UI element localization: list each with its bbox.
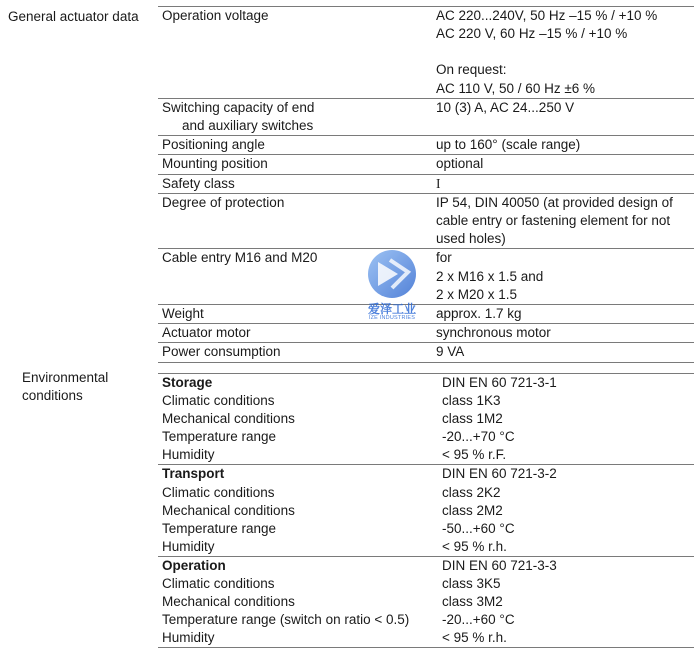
- table-row: [158, 174, 694, 193]
- row-label: Temperature range: [162, 520, 277, 536]
- table-row: [158, 155, 694, 174]
- table-row: [158, 392, 694, 410]
- row-label: Humidity: [162, 538, 215, 554]
- table-row: [158, 428, 694, 446]
- env-label-line1: Environmental: [22, 370, 109, 385]
- label-indent: and auxiliary switches: [182, 118, 314, 134]
- table-row: [158, 193, 694, 249]
- value-line: IP 54, DIN 40050 (at provided design of: [436, 194, 673, 210]
- row-label: Power consumption: [158, 343, 432, 362]
- row-label: Degree of protection: [158, 193, 432, 249]
- row-value: < 95 % r.h.: [438, 629, 694, 648]
- table-row: [158, 343, 694, 362]
- row-value: optional: [432, 155, 694, 174]
- row-label: Actuator motor: [158, 324, 432, 343]
- row-label: [158, 98, 432, 135]
- row-value: I: [432, 174, 694, 193]
- row-label: Mechanical conditions: [162, 594, 295, 610]
- row-value: [432, 98, 694, 135]
- row-label: Humidity: [158, 629, 438, 648]
- blank-line: [436, 43, 694, 61]
- env-group-title: Operation: [158, 556, 438, 575]
- value-line: 10 (3) A, AC 24...250 V: [436, 99, 575, 115]
- environment-table: [158, 373, 694, 648]
- value-line: On request:: [436, 62, 507, 78]
- row-value: [432, 7, 694, 99]
- row-value: [432, 249, 694, 305]
- table-row: [158, 593, 694, 611]
- value-line: AC 110 V, 50 / 60 Hz ±6 %: [436, 80, 596, 96]
- env-group-title: Storage: [158, 374, 438, 393]
- value-line: 2 x M20 x 1.5: [436, 286, 518, 302]
- row-label: Mechanical conditions: [162, 411, 295, 427]
- row-label: [158, 7, 432, 99]
- table-row: [158, 410, 694, 428]
- row-value: < 95 % r.h.: [442, 538, 507, 554]
- section-label-general: General actuator data: [8, 9, 139, 24]
- value-line: AC 220...240V, 50 Hz –15 % / +10 %: [436, 8, 658, 23]
- env-group-header: [158, 374, 694, 393]
- env-group-standard: DIN EN 60 721-3-1: [438, 374, 694, 393]
- table-row: [158, 502, 694, 520]
- table-row: [158, 7, 694, 99]
- row-value: up to 160° (scale range): [432, 136, 694, 155]
- table-row: [158, 629, 694, 648]
- value-line: AC 220 V, 60 Hz –15 % / +10 %: [436, 26, 628, 42]
- table-row: [158, 520, 694, 538]
- row-value: class 1K3: [442, 393, 501, 409]
- value-line: cable entry or fastening element for not: [436, 213, 671, 229]
- row-label: Climatic conditions: [162, 576, 275, 592]
- row-value: -20...+70 °C: [442, 429, 515, 445]
- table-row: [158, 446, 694, 465]
- row-label: Positioning angle: [158, 136, 432, 155]
- row-label: Weight: [158, 305, 432, 324]
- watermark-title: 爱泽工业: [367, 302, 416, 316]
- row-value: class 1M2: [442, 411, 503, 427]
- row-value: -20...+60 °C: [442, 612, 515, 628]
- row-label: Safety class: [158, 174, 432, 193]
- env-group-header: [158, 556, 694, 575]
- value-line: for: [436, 250, 452, 266]
- row-value: synchronous motor: [432, 324, 694, 343]
- section-label-environment: [22, 369, 108, 405]
- row-value: approx. 1.7 kg: [432, 305, 694, 324]
- row-label: Temperature range (switch on ratio < 0.5): [162, 612, 410, 628]
- row-label: Humidity: [162, 447, 215, 463]
- row-value: 9 VA: [432, 343, 694, 362]
- label-line: [162, 117, 432, 135]
- row-label: Mechanical conditions: [162, 502, 295, 518]
- table-row: [158, 136, 694, 155]
- row-label: Cable entry M16 and M20: [158, 249, 432, 305]
- watermark-subtitle: IZE INDUSTRIES: [368, 315, 416, 321]
- value-line: used holes): [436, 231, 506, 247]
- env-group-header: [158, 465, 694, 484]
- value-line: 2 x M16 x 1.5 and: [436, 268, 544, 284]
- row-value: < 95 % r.F.: [442, 447, 507, 463]
- row-value: class 3K5: [442, 576, 501, 592]
- env-group-standard: DIN EN 60 721-3-3: [438, 556, 694, 575]
- env-group-title: Transport: [158, 465, 438, 484]
- watermark-logo: [356, 248, 428, 326]
- row-value: [432, 193, 694, 249]
- table-row: [158, 484, 694, 502]
- row-label: Temperature range: [162, 429, 277, 445]
- row-value: class 2K2: [442, 484, 501, 500]
- table-row: [158, 324, 694, 343]
- watermark-globe-icon: [356, 248, 428, 300]
- env-label-line2: conditions: [22, 388, 83, 403]
- row-value: -50...+60 °C: [442, 520, 515, 536]
- row-value: class 3M2: [442, 594, 503, 610]
- row-value: class 2M2: [442, 502, 503, 518]
- table-row: [158, 538, 694, 557]
- label-line: Switching capacity of end: [162, 99, 315, 115]
- row-label: Climatic conditions: [162, 393, 275, 409]
- table-row: [158, 611, 694, 629]
- row-label: Climatic conditions: [162, 484, 275, 500]
- table-row: [158, 98, 694, 135]
- table-row: [158, 575, 694, 593]
- row-label: Mounting position: [158, 155, 432, 174]
- label-line: Operation voltage: [162, 8, 269, 23]
- env-group-standard: DIN EN 60 721-3-2: [438, 465, 694, 484]
